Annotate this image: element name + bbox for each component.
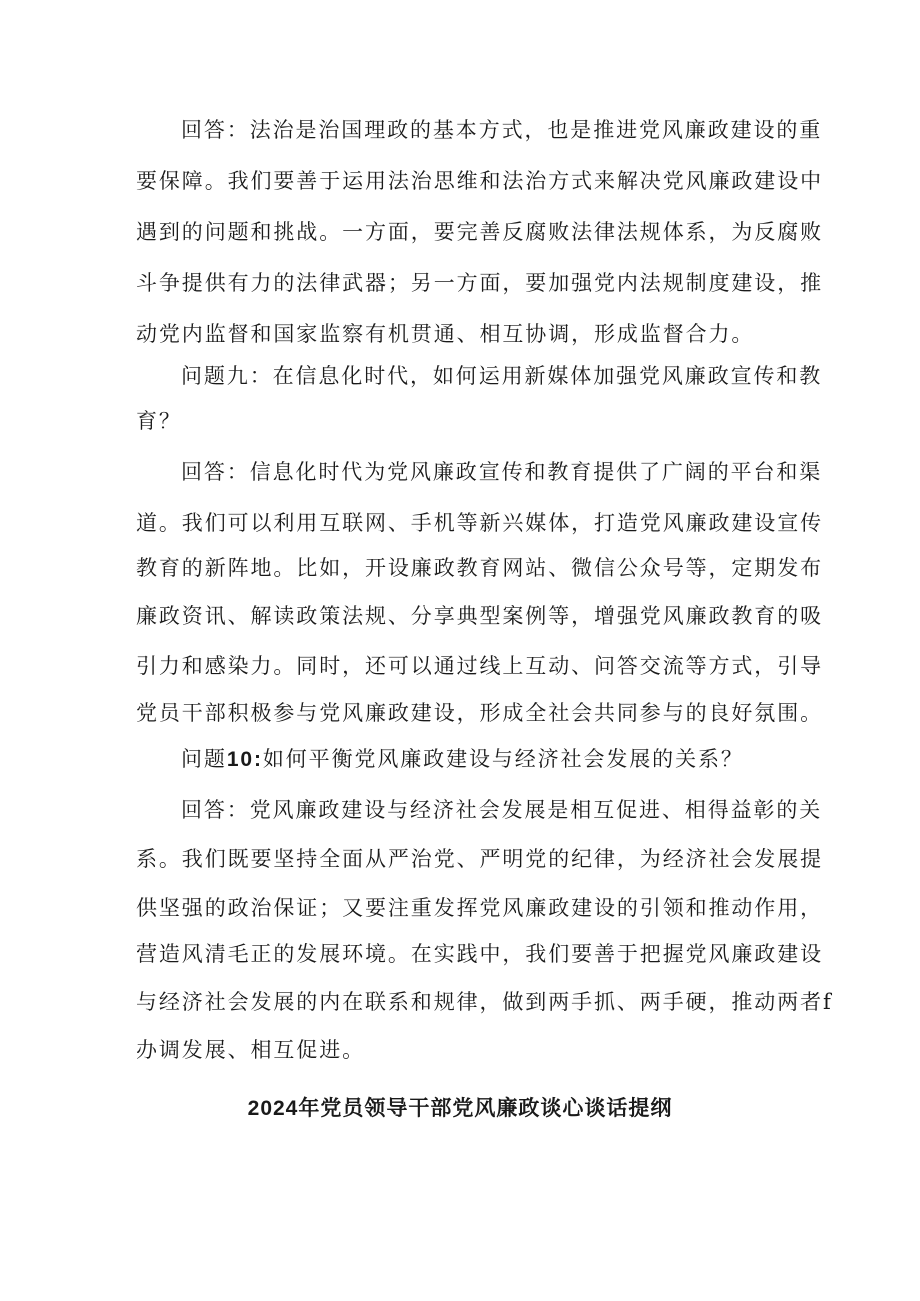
paragraph-1-line-4: 斗争提供有力的法律武器；另一方面，要加强党内法规制度建设，推: [136, 271, 823, 295]
question-9-line-1: 问题九：在信息化时代，如何运用新媒体加强党风廉政宣传和教: [181, 364, 823, 388]
question-10: [181, 744, 796, 774]
paragraph-1-line-5: 动党内监督和国家监察有机贯通、相互协调，形成监督合力。: [136, 322, 755, 346]
paragraph-1-line-1: 回答：法治是治国理政的基本方式，也是推进党风廉政建设的重: [181, 118, 823, 142]
heading-year: 2024: [247, 1097, 299, 1120]
answer-10-line-3: 供坚强的政治保证；又要注重发挥党风廉政建设的引领和推动作用，: [136, 896, 823, 920]
question-9-line-2: 育？: [136, 409, 182, 433]
answer-9-line-5: 引力和感染力。同时，还可以通过线上互动、问答交流等方式，引导: [136, 654, 823, 678]
question-10-text: 如何平衡党风廉政建设与经济社会发展的关系？: [262, 747, 744, 771]
answer-10-line-5: 与经济社会发展的内在联系和规律，做到两手抓、两手硬，推动两者f: [136, 990, 833, 1014]
paragraph-1-line-2: 要保障。我们要善于运用法治思维和法治方式来解决党风廉政建设中: [136, 169, 823, 193]
answer-10-line-4: 营造风清毛正的发展环境。在实践中，我们要善于把握党风廉政建设: [136, 942, 823, 966]
answer-9-line-3: 教育的新阵地。比如，开设廉政教育网站、微信公众号等，定期发布: [136, 556, 823, 580]
answer-10-line-6: 办调发展、相互促进。: [136, 1038, 365, 1062]
answer-10-line-2: 系。我们既要坚持全面从严治党、严明党的纪律，为经济社会发展提: [136, 847, 823, 871]
paragraph-1-line-3: 遇到的问题和挑战。一方面，要完善反腐败法律法规体系，为反腐败: [136, 220, 823, 244]
answer-9-line-6: 党员干部积极参与党风廉政建设，形成全社会共同参与的良好氛围。: [136, 701, 823, 725]
answer-9-line-1: 回答：信息化时代为党风廉政宣传和教育提供了广阔的平台和渠: [181, 460, 823, 484]
question-10-number: 10:: [226, 748, 263, 771]
answer-9-line-4: 廉政资讯、解读政策法规、分享典型案例等，增强党风廉政教育的吸: [136, 604, 823, 628]
answer-9-line-2: 道。我们可以利用互联网、手机等新兴媒体，打造党风廉政建设宣传: [136, 511, 823, 535]
answer-10-line-1: 回答：党风廉政建设与经济社会发展是相互促进、相得益彰的关: [181, 798, 823, 822]
heading-text: 年党员领导干部党风廉政谈心谈话提纲: [298, 1095, 673, 1120]
document-heading: [0, 1093, 920, 1124]
question-10-prefix: 问题: [181, 747, 227, 771]
